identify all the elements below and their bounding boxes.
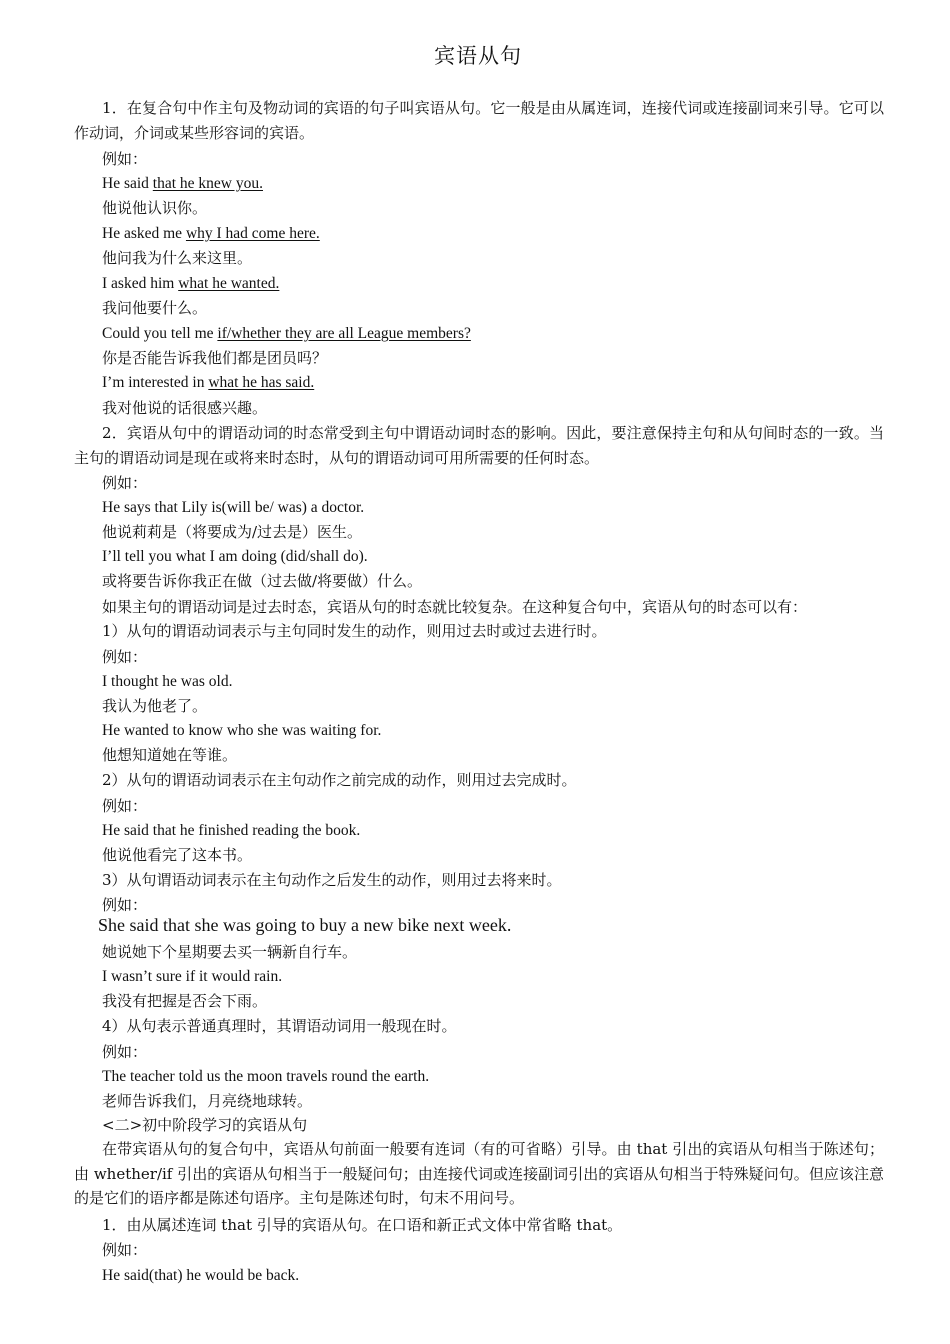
object-clause: if/whether they are all League members? [217, 325, 471, 342]
object-clause: that he knew you. [152, 175, 263, 192]
example-translation: 他问我为什么来这里。 [102, 249, 253, 267]
past-tense-note: 如果主句的谓语动词是过去时态，宾语从句的时态就比较复杂。在这种复合句中，宾语从句的时态可以有： [102, 598, 808, 616]
example-label: 例如： [102, 896, 148, 914]
example-sentence [102, 224, 320, 244]
example-sentence: He says that Lily is(will be/ was) a doctor. [102, 499, 365, 516]
example-translation: 我认为他老了。 [102, 697, 208, 715]
example-label: 例如： [102, 474, 148, 492]
example-sentence: She said that she was going to buy a new bike next week. [98, 915, 512, 935]
main-clause: I asked him [102, 275, 179, 292]
rule-2: 2）从句的谓语动词表示在主句动作之前完成的动作，则用过去完成时。 [102, 771, 577, 789]
object-clause: what he wanted. [178, 275, 280, 292]
rule-4: 4）从句表示普通真理时，其谓语动词用一般现在时。 [102, 1017, 457, 1035]
example-sentence: I thought he was old. [102, 673, 233, 690]
rule-3: 3）从句谓语动词表示在主句动作之后发生的动作，则用过去将来时。 [102, 871, 562, 889]
example-label: 例如： [102, 1241, 148, 1259]
example-translation: 你是否能告诉我他们都是团员吗？ [102, 349, 328, 367]
example-translation: 他说莉莉是（将要成为/过去是）医生。 [102, 523, 363, 541]
rule-1: 1）从句的谓语动词表示与主句同时发生的动作，则用过去时或过去进行时。 [102, 622, 607, 640]
example-translation: 老师告诉我们，月亮绕地球转。 [102, 1092, 313, 1110]
example-sentence: The teacher told us the moon travels round the earth. [102, 1068, 430, 1085]
example-label: 例如： [102, 797, 148, 815]
example-sentence: He wanted to know who she was waiting for. [102, 722, 382, 739]
example-translation: 我问他要什么。 [102, 299, 208, 317]
example-sentence [102, 174, 263, 194]
example-translation: 我没有把握是否会下雨。 [102, 992, 268, 1010]
example-sentence: I’ll tell you what I am doing (did/shall do). [102, 548, 368, 565]
example-sentence: I wasn’t sure if it would rain. [102, 968, 283, 985]
example-label: 例如： [102, 1043, 148, 1061]
main-clause: Could you tell me [102, 325, 218, 342]
example-sentence: He said that he finished reading the book. [102, 822, 361, 839]
example-translation: 或将要告诉你我正在做（过去做/将要做）什么。 [102, 572, 423, 590]
example-translation: 他想知道她在等谁。 [102, 746, 238, 764]
section3-heading: <二>初中阶段学习的宾语从句 [102, 1116, 308, 1134]
point-1: 1．由从属述连词 that 引导的宾语从句。在口语和新正式文体中常省略 that。 [102, 1216, 623, 1234]
main-clause: He asked me [102, 225, 186, 242]
example-translation: 她说她下个星期要去买一辆新自行车。 [102, 943, 358, 961]
section3-paragraph: 在带宾语从句的复合句中，宾语从句前面一般要有连词（有的可省略）引导。由 that 引出的宾语从句相当于陈述句；由 whether/if 引出的宾语从句相当于一般疑问句；由连接代词或连接副词引出的宾语从句相当于特殊疑问句。但应该注意的是它们的语序都是陈述句语序。主句是陈述句时，句末不用问号。 [74, 1140, 884, 1207]
example-sentence [102, 274, 279, 294]
example-sentence [102, 373, 314, 393]
object-clause: why I had come here. [185, 225, 320, 242]
section2-paragraph: 2．宾语从句中的谓语动词的时态常受到主句中谓语动词时态的影响。因此，要注意保持主句和从句间时态的一致。当主句的谓语动词是现在或将来时态时，从句的谓语动词可用所需要的任何时态。 [74, 424, 884, 467]
main-clause: I’m interested in [102, 374, 209, 391]
object-clause: what he has said. [208, 374, 315, 391]
page-title: 宾语从句 [434, 44, 522, 68]
example-sentence: He said(that) he would be back. [102, 1267, 300, 1284]
example-label: 例如： [102, 150, 148, 168]
example-translation: 我对他说的话很感兴趣。 [102, 399, 268, 417]
example-label: 例如： [102, 648, 148, 666]
main-clause: He said [102, 175, 153, 192]
example-translation: 他说他认识你。 [102, 199, 208, 217]
intro-paragraph: 1．在复合句中作主句及物动词的宾语的句子叫宾语从句。它一般是由从属连词，连接代词或连接副词来引导。它可以作动词，介词或某些形容词的宾语。 [74, 99, 884, 142]
example-sentence [102, 324, 471, 344]
example-translation: 他说他看完了这本书。 [102, 846, 253, 864]
